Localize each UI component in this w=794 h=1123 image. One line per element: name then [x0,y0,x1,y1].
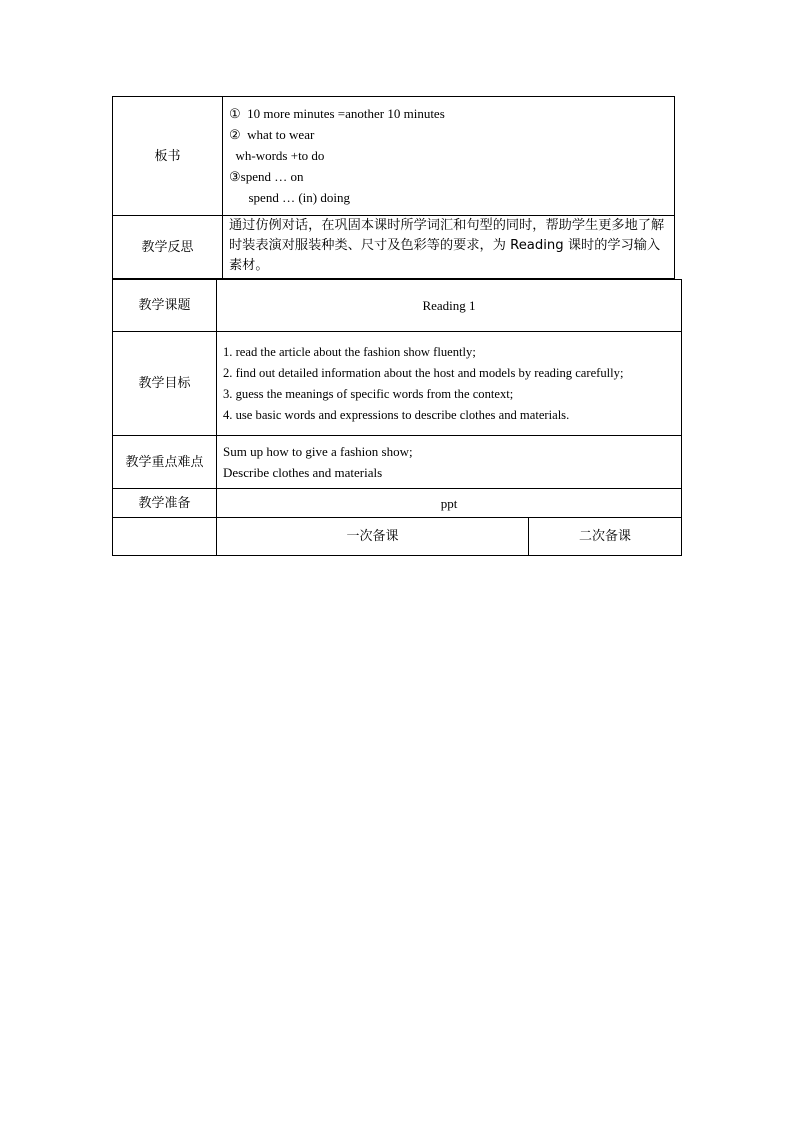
reflection-label: 教学反思 [113,216,223,279]
objectives-content [217,332,682,436]
objectives-label: 教学目标 [113,332,217,436]
objective-item: 4. use basic words and expressions to describe clothes and materials. [223,407,570,422]
first-prep-header: 一次备课 [217,518,529,556]
topic-label: 教学课题 [113,280,217,332]
reflection-text: 通过仿例对话，在巩固本课时所学词汇和句型的同时，帮助学生更多地了解时装表演对服装种类、尺寸及色彩等的要求，为 Reading 课时的学习输入素材。 [223,216,675,279]
lesson-prep-empty-cell [113,518,217,556]
second-prep-header: 二次备课 [529,518,682,556]
key-point-item: Sum up how to give a fashion show; [223,444,413,459]
board-content [223,97,675,216]
board-line: wh-words +to do [229,148,325,163]
key-point-item: Describe clothes and materials [223,465,383,480]
objective-item: 1. read the article about the fashion show fluently; [223,344,476,359]
board-line: ③spend … on [229,169,304,184]
lesson-plan-table [112,279,682,556]
preparation-label: 教学准备 [113,489,217,518]
topic-row [113,280,682,332]
lesson-summary-table [112,96,675,279]
board-line: ① 10 more minutes =another 10 minutes [229,106,445,121]
key-points-label: 教学重点难点 [113,436,217,489]
key-points-content [217,436,682,489]
objectives-row [113,332,682,436]
preparation-value: ppt [217,489,682,518]
reflection-row [113,216,675,279]
topic-value: Reading 1 [217,280,682,332]
objective-item: 2. find out detailed information about the host and models by reading carefully; [223,365,624,380]
board-row [113,97,675,216]
objective-item: 3. guess the meanings of specific words from the context; [223,386,514,401]
preparation-row [113,489,682,518]
lesson-prep-row [113,518,682,556]
board-label: 板书 [113,97,223,216]
key-points-row [113,436,682,489]
board-line: spend … (in) doing [229,190,350,205]
board-line: ② what to wear [229,127,315,142]
